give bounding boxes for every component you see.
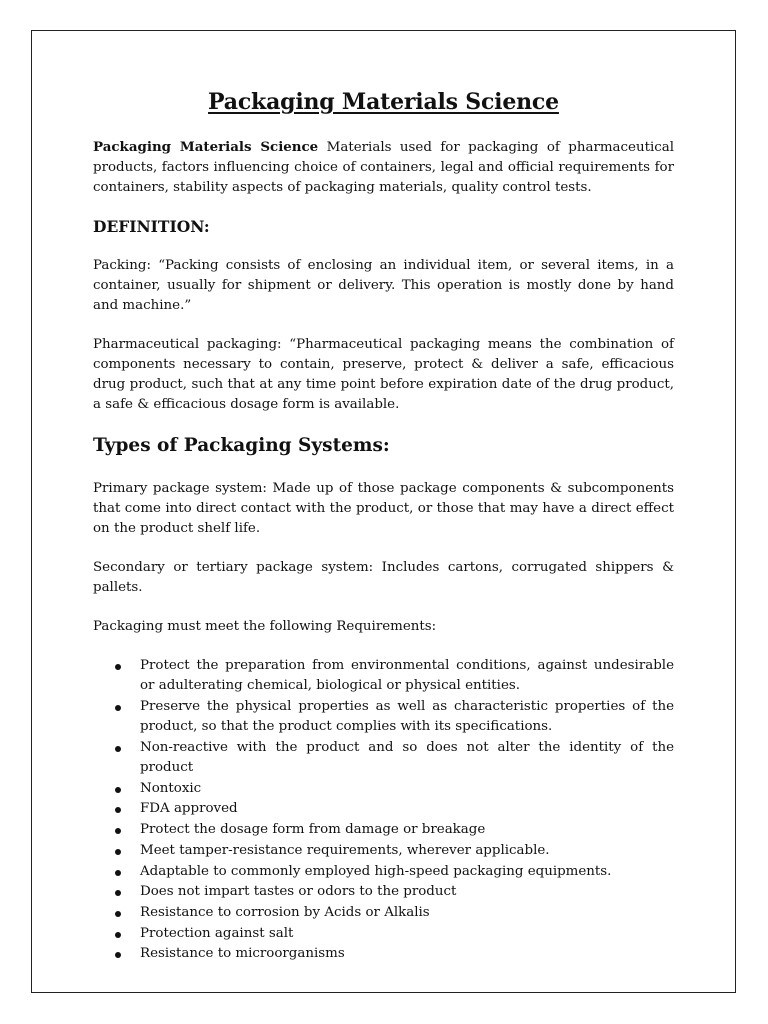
list-item-text: Non-reactive with the product and so does not alter the identity of the product: [140, 739, 674, 776]
list-item-text: Adaptable to commonly employed high-speed packaging equipments.: [140, 863, 612, 879]
requirements-intro: Packaging must meet the following Requirements:: [93, 619, 437, 634]
list-item-text: Resistance to corrosion by Acids or Alkalis: [140, 904, 430, 920]
bullet-icon: [115, 849, 121, 855]
packing-definition: Packing: “Packing consists of enclosing an individual item, or several items, in a container, usually for shipment or delivery. This operation is mostly done by hand and machine.”: [93, 258, 674, 313]
types-heading: Types of Packaging Systems:: [93, 435, 390, 456]
list-item-text: Does not impart tastes or odors to the product: [140, 884, 457, 900]
intro-paragraph: [93, 137, 674, 198]
list-item: [93, 820, 674, 840]
list-item: [93, 924, 674, 944]
list-item: [93, 882, 674, 902]
list-item: [93, 779, 674, 799]
bullet-icon: [115, 664, 121, 670]
list-item: [93, 738, 674, 778]
list-item-text: Protect the preparation from environmental conditions, against undesirable or adulterating chemical, biological or physical entities.: [140, 658, 674, 694]
bullet-icon: [115, 746, 121, 752]
pharmaceutical-packaging-definition: Pharmaceutical packaging: “Pharmaceutical packaging means the combination of components necessary to contain, preserve, protect & deliver a safe, efficacious drug product, such that at any time point before expiration date of the drug product, a safe & efficacious dosage form is available.: [93, 337, 674, 412]
bullet-icon: [115, 911, 121, 917]
intro-text: Materials used for packaging of pharmaceutical products, factors influencing choice of containers, legal and official requirements for containers, stability aspects of packaging materials, quality control tests.: [93, 140, 675, 195]
list-item: [93, 862, 674, 882]
secondary-package-paragraph: Secondary or tertiary package system: Includes cartons, corrugated shippers & pallets.: [93, 560, 674, 595]
requirements-list: [93, 656, 674, 965]
list-item: [93, 944, 674, 964]
primary-package-paragraph: Primary package system: Made up of those package components & subcomponents that come into direct contact with the product, or those that may have a direct effect on the product shelf life.: [93, 481, 674, 536]
bullet-icon: [115, 890, 121, 896]
list-item-text: Meet tamper-resistance requirements, wherever applicable.: [140, 842, 550, 858]
list-item: [93, 903, 674, 923]
document-title: Packaging Materials Science: [208, 89, 559, 115]
document-body: [93, 85, 674, 965]
list-item: [93, 656, 674, 696]
bullet-icon: [115, 828, 121, 834]
list-item-text: FDA approved: [140, 801, 238, 817]
bullet-icon: [115, 787, 121, 793]
list-item-text: Protect the dosage form from damage or breakage: [140, 822, 486, 838]
list-item: [93, 841, 674, 861]
bullet-icon: [115, 932, 121, 938]
bullet-icon: [115, 952, 121, 958]
bullet-icon: [115, 705, 121, 711]
intro-bold-lead: Packaging Materials Science: [93, 139, 319, 155]
list-item-text: Preserve the physical properties as well as characteristic properties of the product, so that the product complies with its specifications.: [140, 698, 674, 735]
list-item-text: Nontoxic: [140, 780, 202, 796]
list-item: [93, 697, 674, 737]
list-item-text: Resistance to microorganisms: [140, 946, 345, 962]
list-item: [93, 799, 674, 819]
bullet-icon: [115, 807, 121, 813]
bullet-icon: [115, 870, 121, 876]
list-item-text: Protection against salt: [140, 925, 294, 941]
definition-heading: DEFINITION:: [93, 217, 210, 236]
